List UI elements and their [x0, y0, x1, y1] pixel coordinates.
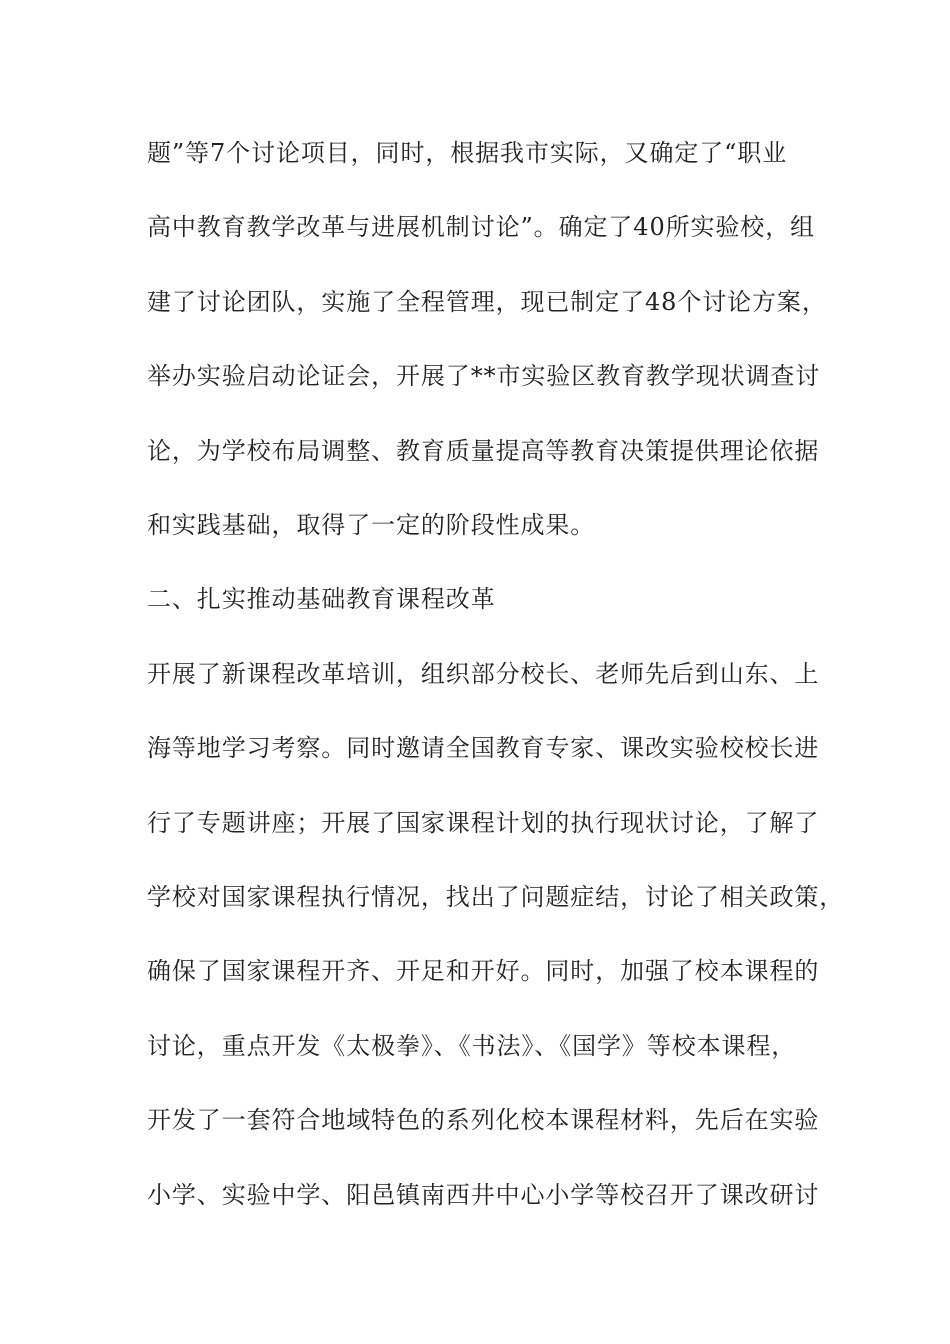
text-line: 讨论，重点开发《太极拳》、《书法》、《国学》等校本课程， [147, 1032, 797, 1060]
text-line: 论，为学校布局调整、教育质量提高等教育决策提供理论依据 [147, 437, 820, 465]
text-line: 开发了一套符合地域特色的系列化校本课程材料，先后在实验 [147, 1106, 820, 1134]
text-line: 题”等7个讨论项目，同时，根据我市实际，又确定了“职业 [147, 139, 788, 167]
text-line: 海等地学习考察。同时邀请全国教育专家、课改实验校校长进 [147, 734, 820, 762]
text-line: 确保了国家课程开齐、开足和开好。同时，加强了校本课程的 [147, 957, 820, 985]
text-line: 和实践基础，取得了一定的阶段性成果。 [147, 511, 596, 539]
text-line: 小学、实验中学、阳邑镇南西井中心小学等校召开了课改研讨 [147, 1181, 820, 1209]
text-line: 行了专题讲座；开展了国家课程计划的执行现状讨论，了解了 [147, 809, 820, 837]
text-line: 高中教育教学改革与进展机制讨论”。确定了40所实验校，组 [147, 213, 816, 241]
section-heading: 二、扎实推动基础教育课程改革 [147, 585, 496, 613]
text-line: 建了讨论团队，实施了全程管理，现已制定了48个讨论方案， [147, 288, 827, 316]
text-line: 举办实验启动论证会，开展了**市实验区教育教学现状调查讨 [147, 362, 821, 390]
text-line: 开展了新课程改革培训，组织部分校长、老师先后到山东、上 [147, 660, 820, 688]
text-line: 学校对国家课程执行情况，找出了问题症结，讨论了相关政策， [147, 883, 845, 911]
